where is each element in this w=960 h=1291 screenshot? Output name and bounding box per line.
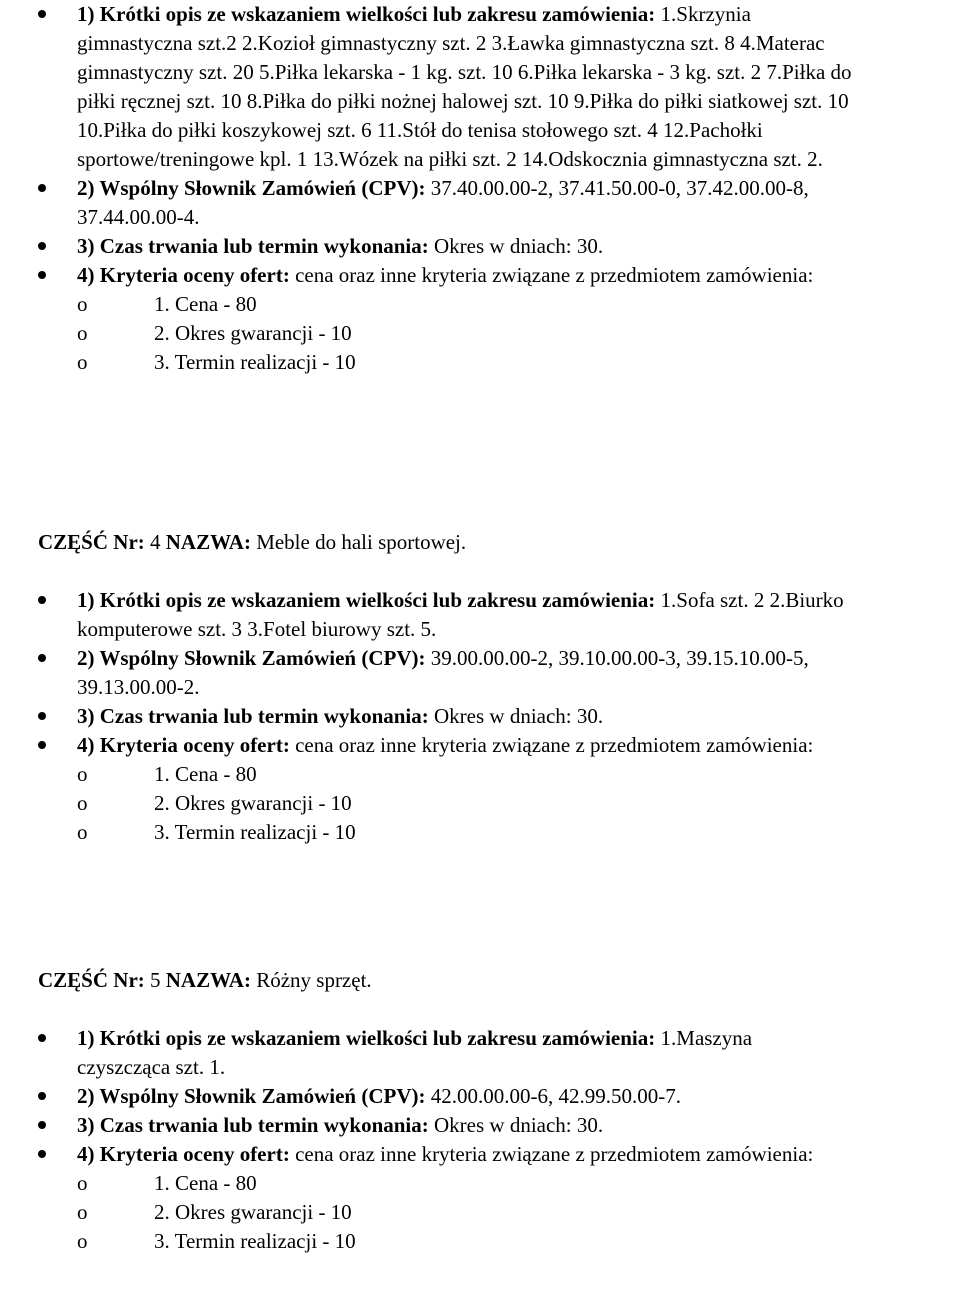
part-4-duration: 3) Czas trwania lub termin wykonania: Okres w dniach: 30. (0, 702, 960, 731)
part-4-criteria-list (77, 760, 850, 847)
part-3-description: 1) Krótki opis ze wskazaniem wielkości lub zakresu zamówienia: 1.Skrzynia gimnastyczna szt.2 2.Kozioł gimnastyczny szt. 2 3.Ławka gimnastyczna szt. 8 4.Materac gimnastyczny szt. 20 5.Piłka lekarska - 1 kg. szt. 10 6.Piłka lekarska - 3 kg. szt. 2 7.Piłka do piłki ręcznej szt. 10 8.Piłka do piłki nożnej halowej szt. 10 9.Piłka do piłki siatkowej szt. 10 10.Piłka do piłki koszykowej szt. 6 11.Stół do tenisa stołowego szt. 4 12.Pachołki sportowe/treningowe kpl. 1 13.Wózek na piłki szt. 2 14.Odskocznia gimnastyczna szt. 2. (0, 0, 960, 174)
criteria-item: o 2. Okres gwarancji - 10 (77, 321, 352, 345)
criteria-item: o 2. Okres gwarancji - 10 (77, 791, 352, 815)
part-3-details (0, 0, 960, 377)
part-5-details (0, 1024, 960, 1256)
part-5-cpv: 2) Wspólny Słownik Zamówień (CPV): 42.00.00.00-6, 42.99.50.00-7. (0, 1082, 960, 1111)
part-4-cpv: 2) Wspólny Słownik Zamówień (CPV): 39.00.00.00-2, 39.10.00.00-3, 39.15.10.00-5, 39.13.00.00-2. (0, 644, 960, 702)
criteria-item: o 3. Termin realizacji - 10 (77, 350, 356, 374)
part-3-list (0, 0, 960, 377)
criteria-item: o 1. Cena - 80 (77, 762, 257, 786)
criteria-item: o 1. Cena - 80 (77, 292, 257, 316)
part-3-duration: 3) Czas trwania lub termin wykonania: Okres w dniach: 30. (0, 232, 960, 261)
part-4-details (0, 586, 960, 847)
part-4-heading: CZĘŚĆ Nr: 4 NAZWA: Meble do hali sportowej. (38, 530, 467, 554)
part-3-cpv: 2) Wspólny Słownik Zamówień (CPV): 37.40.00.00-2, 37.41.50.00-0, 37.42.00.00-8, 37.44.00.00-4. (0, 174, 960, 232)
criteria-item: o 1. Cena - 80 (77, 1171, 257, 1195)
part-4-list (0, 586, 960, 847)
part-3-criteria: 4) Kryteria oceny ofert: cena oraz inne kryteria związane z przedmiotem zamówienia: o 1. Cena - 80 o 2. Okres gwarancji - 10 o 3. Termin realizacji - 10 (0, 261, 960, 377)
part-4-description: 1) Krótki opis ze wskazaniem wielkości lub zakresu zamówienia: 1.Sofa szt. 2 2.Biurko komputerowe szt. 3 3.Fotel biurowy szt. 5. (0, 586, 960, 644)
criteria-item: o 3. Termin realizacji - 10 (77, 820, 356, 844)
criteria-item: o 2. Okres gwarancji - 10 (77, 1200, 352, 1224)
part-5-duration: 3) Czas trwania lub termin wykonania: Okres w dniach: 30. (0, 1111, 960, 1140)
part-3-criteria-list (77, 290, 860, 377)
part-5-criteria-list (77, 1169, 850, 1256)
part-5-heading: CZĘŚĆ Nr: 5 NAZWA: Różny sprzęt. (38, 968, 372, 992)
part-5-list (0, 1024, 960, 1256)
part-5-description: 1) Krótki opis ze wskazaniem wielkości lub zakresu zamówienia: 1.Maszyna czyszcząca szt. 1. (0, 1024, 960, 1082)
criteria-item: o 3. Termin realizacji - 10 (77, 1229, 356, 1253)
part-5-criteria: 4) Kryteria oceny ofert: cena oraz inne kryteria związane z przedmiotem zamówienia: o 1. Cena - 80 o 2. Okres gwarancji - 10 o 3. Termin realizacji - 10 (0, 1140, 960, 1256)
part-4-criteria: 4) Kryteria oceny ofert: cena oraz inne kryteria związane z przedmiotem zamówienia: o 1. Cena - 80 o 2. Okres gwarancji - 10 o 3. Termin realizacji - 10 (0, 731, 960, 847)
